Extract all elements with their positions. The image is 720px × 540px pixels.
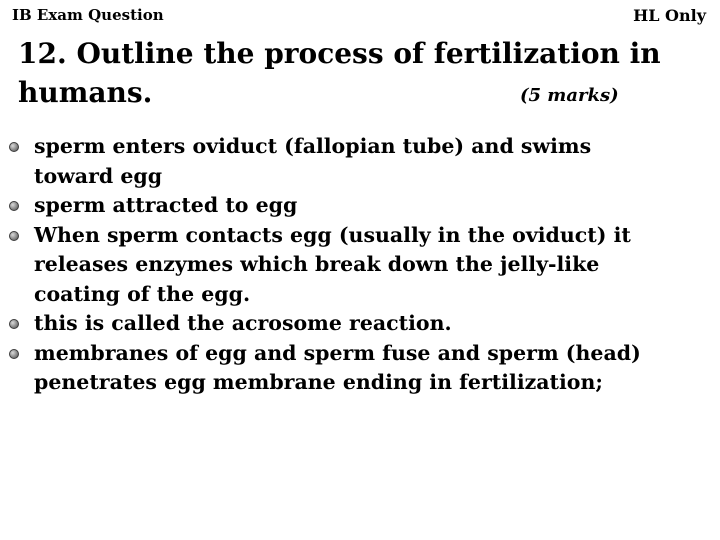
bullet-text-line: releases enzymes which break down the jelly-like — [34, 252, 600, 276]
bullet-sphere-icon — [9, 349, 19, 359]
bullet-text-line: sperm attracted to egg — [34, 193, 298, 217]
exam-label: IB Exam Question — [12, 6, 164, 24]
bullet-sphere-icon — [9, 319, 19, 329]
bullet-text-line: When sperm contacts egg (usually in the oviduct) it — [34, 222, 631, 247]
bullet-text-line: sperm enters oviduct (fallopian tube) and swims — [34, 134, 592, 158]
bullet-text-line: this is called the acrosome reaction. — [34, 311, 452, 335]
level-label: HL Only — [633, 6, 706, 25]
bullet-sphere-icon — [9, 201, 19, 211]
bullet-sphere-icon — [9, 142, 19, 152]
bullet-item — [0, 132, 720, 191]
bullet-sphere-icon — [9, 231, 19, 241]
bullet-text-line: penetrates egg membrane ending in fertilization; — [34, 370, 603, 394]
answer-bullet-list — [0, 132, 720, 398]
bullet-item — [0, 339, 720, 398]
bullet-item — [0, 221, 720, 310]
marks-label: (5 marks) — [520, 85, 619, 106]
bullet-text-line: coating of the egg. — [34, 281, 251, 306]
bullet-item — [0, 309, 720, 339]
question-title-line: humans. — [18, 76, 153, 109]
bullet-text-line: toward egg — [34, 163, 163, 188]
bullet-item — [0, 191, 720, 221]
question-title-line: 12. Outline the process of fertilization in — [18, 37, 661, 70]
bullet-text-line: membranes of egg and sperm fuse and sperm (head) — [34, 340, 641, 365]
